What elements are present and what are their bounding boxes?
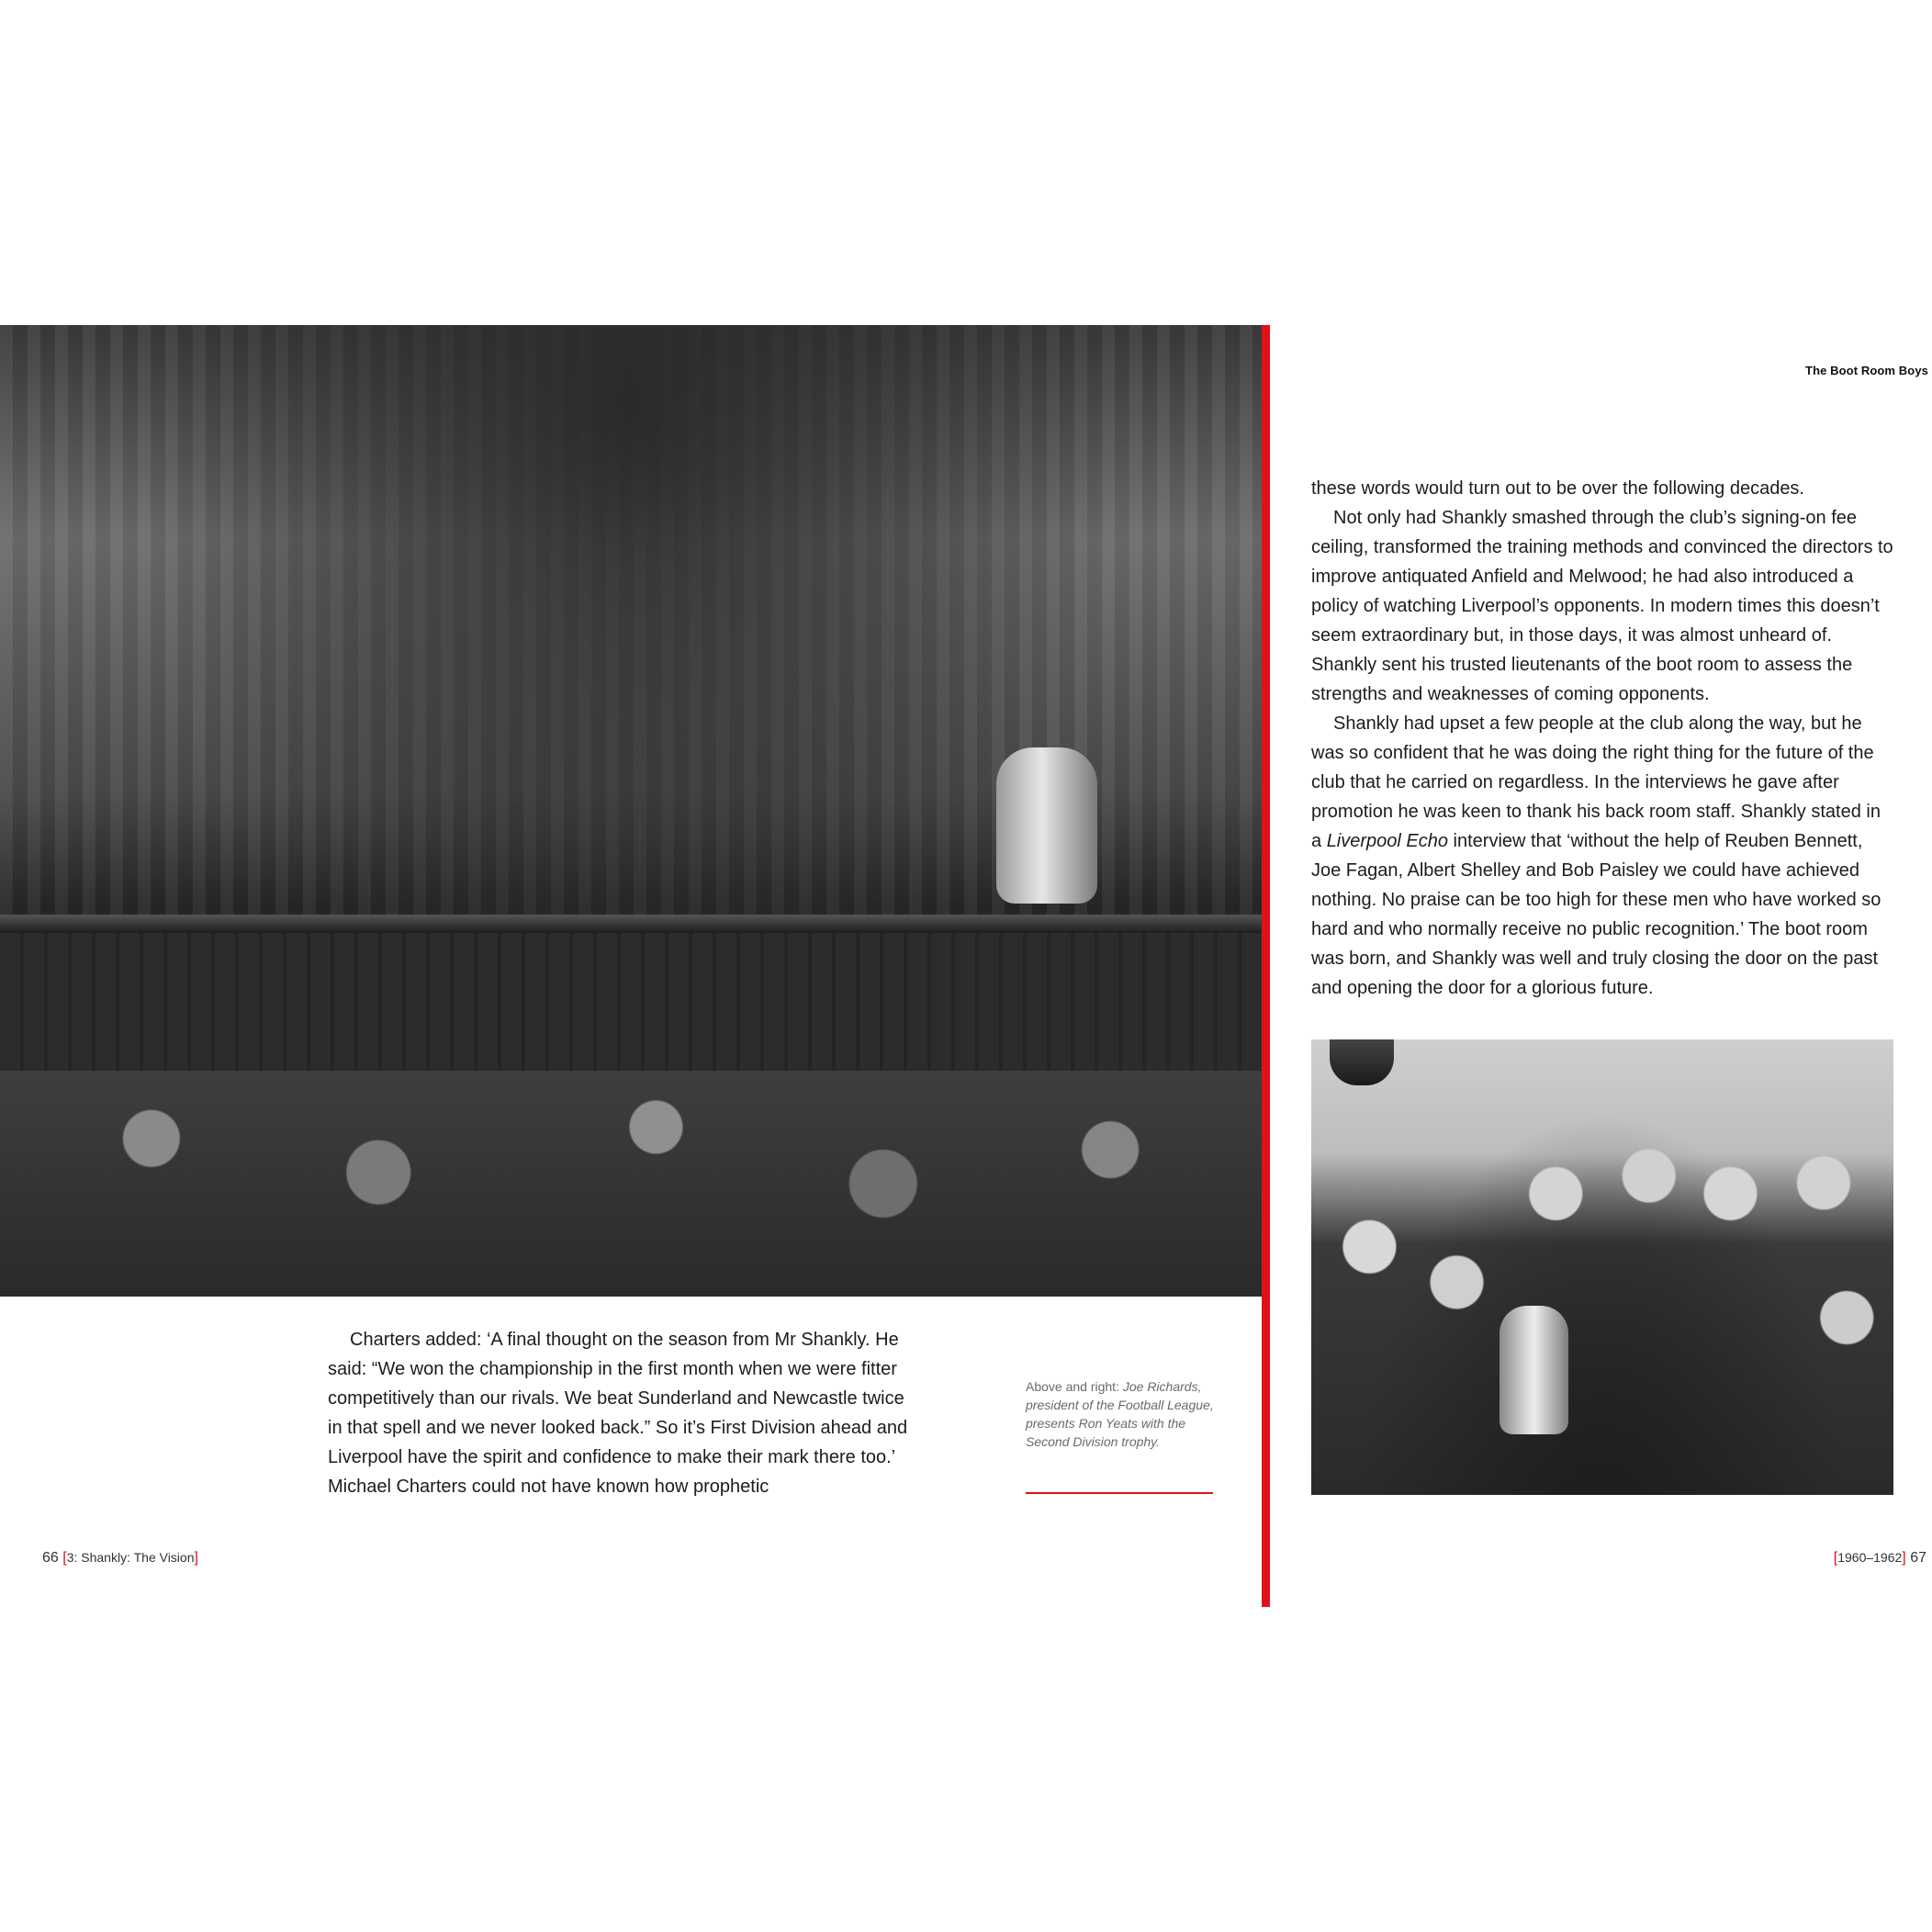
bracket-close: ] — [194, 1550, 198, 1566]
section-title: 3: Shankly: The Vision — [66, 1550, 195, 1565]
team-dressing-room-photo — [1311, 1039, 1893, 1495]
left-paragraph-1: Charters added: ‘A final thought on the season from Mr Shankly. He said: “We won the championship in the first month when we were fitter competitively than our rivals. We beat Sunderland and Newcastle twice in that spell and we never looked back.” So it’s First Division ahead and Liverpool have the spirit and confidence to make their mark there too.’ Michael Charters could not have known how prophetic — [328, 1330, 908, 1497]
bracket-close: ] — [1902, 1550, 1906, 1566]
stand-rail — [0, 915, 1262, 933]
caption-lead: Above and right: — [1026, 1379, 1123, 1394]
right-paragraph-2: Not only had Shankly smashed through the club’s signing-on fee ceiling, transformed the training methods and convinced the directors to improve antiquated Anfield and Melwood; he had also introduced a policy of watching Liverpool’s opponents. In modern times this doesn’t seem extraordinary but, in those days, it was almost unheard of. Shankly sent his trusted lieutenants of the boot room to assess the strengths and weaknesses of coming opponents. — [1311, 508, 1893, 704]
trophy-icon — [1500, 1306, 1568, 1434]
photo-caption — [1026, 1377, 1214, 1451]
spine-rule — [1262, 325, 1270, 1607]
left-body-text — [328, 1325, 915, 1501]
folio-left — [42, 1550, 198, 1567]
players-group — [1311, 1140, 1893, 1495]
page-number-left: 66 — [42, 1550, 59, 1566]
trophy-ceremony-photo — [0, 325, 1262, 1297]
right-paragraph-1: these words would turn out to be over the following decades. — [1311, 478, 1804, 499]
right-paragraph-3-head: Shankly had upset a few people at the club along the way, but he was so confident that he was doing the right thing for the future of the club that he carried on regardless. In the interviews he gave after promotion he was keen to thank his back room staff. Shankly stated in a — [1311, 713, 1881, 851]
section-years: 1960–1962 — [1837, 1550, 1903, 1565]
right-paragraph-3 — [1311, 709, 1893, 1003]
folio-right — [1834, 1550, 1926, 1567]
caption-rule — [1026, 1492, 1213, 1494]
bracket-open: [ — [1833, 1550, 1838, 1566]
caption-text: Joe Richards, president of the Football League, presents Ron Yeats with the Second Division trophy. — [1026, 1379, 1214, 1449]
page-number-right: 67 — [1910, 1550, 1926, 1566]
publication-title: Liverpool Echo — [1326, 831, 1448, 851]
right-body-text — [1311, 474, 1893, 1003]
lamp-icon — [1330, 1039, 1394, 1085]
stand-panel — [0, 933, 1262, 1071]
right-paragraph-3-tail: interview that ‘without the help of Reuben Bennett, Joe Fagan, Albert Shelley and Bob Paisley we could have achieved nothing. No praise can be too high for these men who have worked so hard and who normally receive no public recognition.’ The boot room was born, and Shankly was well and truly closing the door on the past and opening the door for a glorious future. — [1311, 831, 1881, 998]
crowd-foreground — [0, 1071, 1262, 1297]
bracket-open: [ — [62, 1550, 67, 1566]
trophy-icon — [996, 747, 1097, 904]
running-header: The Boot Room Boys — [1805, 364, 1928, 377]
